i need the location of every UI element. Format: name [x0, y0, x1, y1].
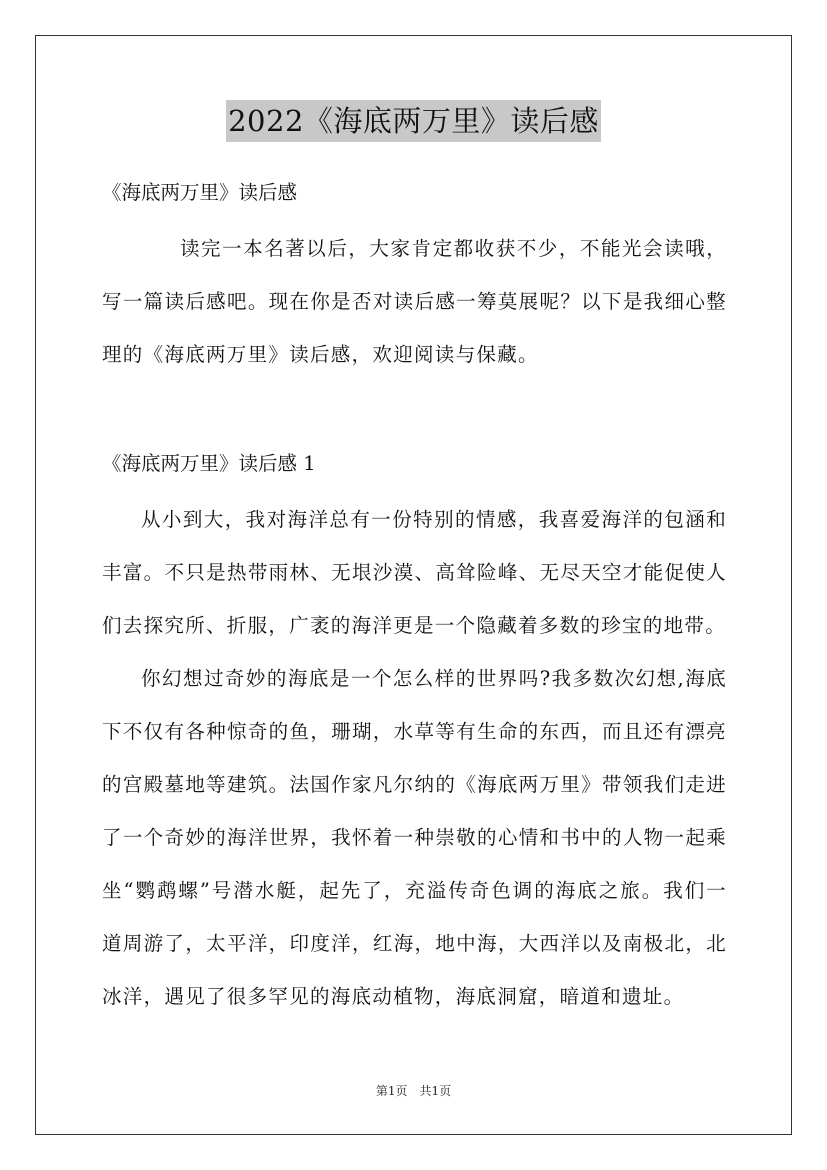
intro-paragraph: 读完一本名著以后，大家肯定都收获不少，不能光会读哦，写一篇读后感吧。现在你是否对读后感一筹莫展呢？以下是我细心整理的《海底两万里》读后感，欢迎阅读与保藏。 — [102, 237, 727, 366]
page-total: 共1页 — [419, 1084, 452, 1098]
page-number: 第1页 — [375, 1084, 408, 1098]
page-footer — [0, 1082, 827, 1100]
body-paragraph-2: 你幻想过奇妙的海底是一个怎么样的世界吗?我多数次幻想,海底下不仅有各种惊奇的鱼，珊瑚，水草等有生命的东西，而且还有漂亮的宫殿墓地等建筑。法国作家凡尔纳的《海底两万里》带领我们走进了一个奇妙的海洋世界，我怀着一种崇敬的心情和书中的人物一起乘坐“鹦鹉螺”号潜水艇，起先了，充溢传奇色调的海底之旅。我们一道周游了，太平洋，印度洋，红海，地中海，大西洋以及南极北，北冰洋，遇见了很多罕见的海底动植物，海底洞窟，暗道和遗址。 — [102, 667, 727, 1008]
title-container — [0, 100, 827, 142]
document-title: 2022《海底两万里》读后感 — [226, 100, 601, 142]
document-subtitle: 《海底两万里》读后感 — [102, 181, 298, 204]
body-paragraph-1: 从小到大，我对海洋总有一份特别的情感，我喜爱海洋的包涵和丰富。不只是热带雨林、无垠沙漠、高耸险峰、无尽天空才能促使人们去探究所、折服，广袤的海洋更是一个隐藏着多数的珍宝的地带。 — [102, 508, 727, 637]
section-heading: 《海底两万里》读后感 1 — [102, 452, 316, 475]
